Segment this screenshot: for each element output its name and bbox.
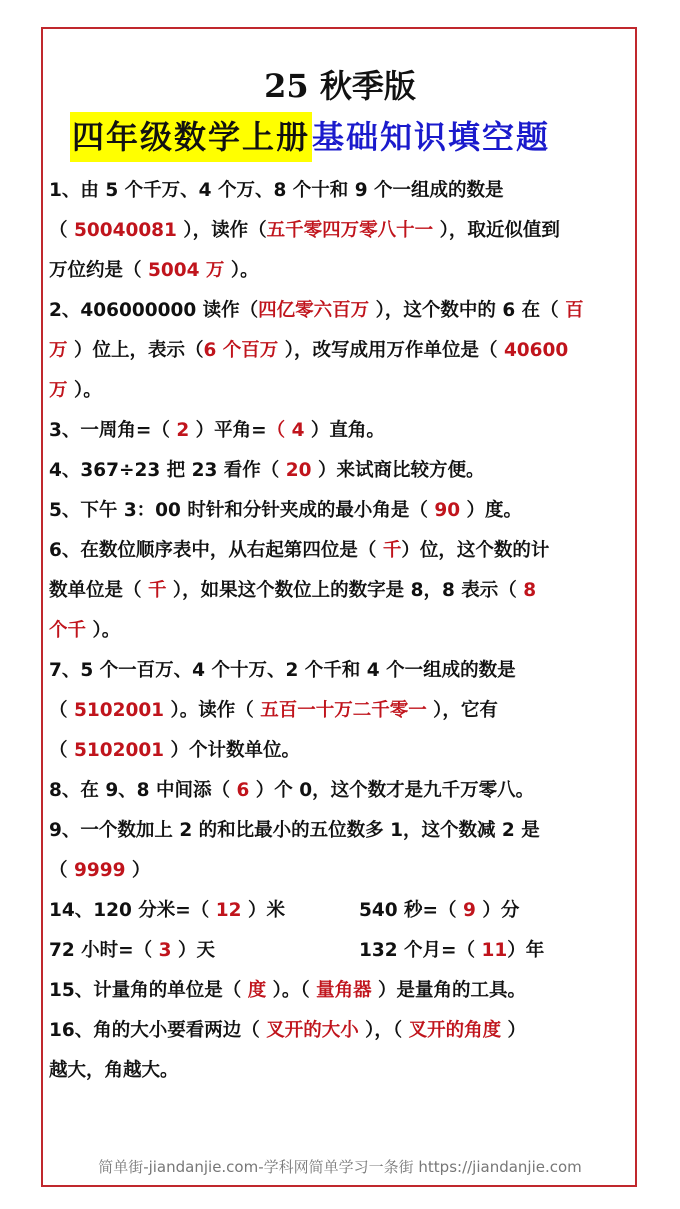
q3-line	[49, 411, 635, 451]
text: 132 个月=（	[359, 940, 482, 961]
text: （	[49, 220, 74, 241]
text: （	[49, 700, 74, 721]
q7-line3	[49, 731, 635, 771]
q14-item	[359, 931, 635, 971]
answer: 个千	[49, 620, 87, 641]
q15-line	[49, 971, 635, 1011]
text: 72 小时=（	[49, 940, 159, 961]
question-list	[49, 171, 635, 1091]
answer: 50040081	[73, 220, 177, 241]
text: ）分	[475, 900, 520, 921]
text: ）。	[224, 260, 259, 281]
text: 3、一周角=（	[49, 420, 177, 441]
answer: 6	[236, 780, 250, 801]
answer: 万	[49, 340, 68, 361]
text: ），取近似值到	[433, 220, 560, 241]
text: ）	[125, 860, 151, 881]
text: ）。	[67, 380, 102, 401]
q1-line3	[49, 251, 635, 291]
text: ）个 0，这个数才是九千万零八。	[249, 780, 535, 801]
answer: 5102001	[73, 700, 165, 721]
text: ），改写成用万作单位是（	[278, 340, 504, 361]
answer: 量角器	[316, 980, 372, 1001]
q7-line2	[49, 691, 635, 731]
answer: 五百一十万二千零一	[260, 700, 427, 721]
answer: 3	[158, 940, 172, 961]
title-blue: 基础知识填空题	[312, 118, 551, 156]
answer: 9999	[73, 860, 126, 881]
answer: 四亿零六百万	[258, 300, 370, 321]
answer: 11	[481, 940, 508, 961]
footer-watermark: 简单街-jiandanjie.com-学科网简单学习一条街 https://jiandanjie.com	[98, 1158, 582, 1176]
q1-line2	[49, 211, 635, 251]
answer: 2	[176, 420, 190, 441]
text: ），它有	[426, 700, 498, 721]
text: ）位上，表示（	[67, 340, 204, 361]
q4-line	[49, 451, 635, 491]
answer: 百	[565, 300, 584, 321]
text: ），读作（	[176, 220, 267, 241]
text: 6、在数位顺序表中，从右起第四位是（	[49, 540, 383, 561]
text: 越大，角越大。	[49, 1060, 179, 1081]
q14-item	[359, 891, 635, 931]
text: 16、角的大小要看两边（	[49, 1020, 267, 1041]
text: 540 秒=（	[359, 900, 463, 921]
text: ）位，这个数的计	[401, 540, 550, 561]
text: ）直角。	[304, 420, 385, 441]
text: 9、一个数加上 2 的和比最小的五位数多 1，这个数减 2 是	[49, 820, 540, 841]
answer: 叉开的大小	[266, 1020, 359, 1041]
q7-line1	[49, 651, 635, 691]
q5-line	[49, 491, 635, 531]
text: ）天	[171, 940, 215, 961]
answer: 90	[434, 500, 461, 521]
q2-line3	[49, 371, 635, 411]
answer: （ 4	[266, 420, 305, 441]
text: ）。	[86, 620, 121, 641]
q14-item	[49, 891, 359, 931]
answer: 5004 万	[147, 260, 225, 281]
answer: 度	[247, 980, 267, 1001]
q6-line2	[49, 571, 635, 611]
q16-line2	[49, 1051, 635, 1091]
q1-line1	[49, 171, 635, 211]
q9-line1	[49, 811, 635, 851]
text: 14、120 分米=（	[49, 900, 216, 921]
text: （	[49, 860, 74, 881]
answer: 千	[147, 580, 167, 601]
text: 15、计量角的单位是（	[49, 980, 248, 1001]
answer: 40600	[503, 340, 569, 361]
q6-line1	[49, 531, 635, 571]
text: ）度。	[460, 500, 523, 521]
answer: 万	[49, 380, 68, 401]
text: ）个计数单位。	[164, 740, 301, 761]
answer: 6 个百万	[203, 340, 279, 361]
q2-line1	[49, 291, 635, 331]
q9-line2	[49, 851, 635, 891]
answer: 9	[463, 900, 476, 921]
text: ）米	[241, 900, 285, 921]
q2-line2	[49, 331, 635, 371]
title-highlight: 四年级数学上册	[70, 112, 312, 162]
answer: 千	[382, 540, 402, 561]
text: ）	[501, 1020, 527, 1041]
text: 数单位是（	[49, 580, 148, 601]
text: ）。（	[266, 980, 317, 1001]
text: ）。读作（	[164, 700, 261, 721]
q14-item	[49, 931, 359, 971]
answer: 12	[215, 900, 242, 921]
answer: 5102001	[73, 740, 165, 761]
answer: 叉开的角度	[408, 1020, 502, 1041]
page-title	[70, 112, 550, 162]
edition-title: 25 秋季版	[264, 67, 416, 105]
text: ）平角=	[189, 420, 267, 441]
text: 2、406000000 读作（	[49, 300, 259, 321]
text: 万位约是（	[49, 260, 148, 281]
q14-row1	[49, 891, 635, 931]
answer: 8	[523, 580, 537, 601]
text: 8、在 9、8 中间添（	[49, 780, 237, 801]
q16-line1	[49, 1011, 635, 1051]
text: ），这个数中的 6 在（	[369, 300, 566, 321]
answer: 五千零四万零八十一	[266, 220, 434, 241]
q1-text: 1、由 5 个千万、4 个万、8 个十和 9 个一组成的数是	[49, 180, 504, 201]
text: ），如果这个数位上的数字是 8，8 表示（	[166, 580, 524, 601]
answer: 20	[285, 460, 312, 481]
text: ）年	[507, 940, 545, 961]
text: 4、367÷23 把 23 看作（	[49, 460, 286, 481]
q8-line	[49, 771, 635, 811]
text: 7、5 个一百万、4 个十万、2 个千和 4 个一组成的数是	[49, 660, 516, 681]
text: ）是量角的工具。	[371, 980, 527, 1001]
text: （	[49, 740, 74, 761]
q6-line3	[49, 611, 635, 651]
text: ）来试商比较方便。	[311, 460, 485, 481]
text: 5、下午 3：00 时针和分针夹成的最小角是（	[49, 500, 435, 521]
q14-row2	[49, 931, 635, 971]
text: ），（	[358, 1020, 409, 1041]
